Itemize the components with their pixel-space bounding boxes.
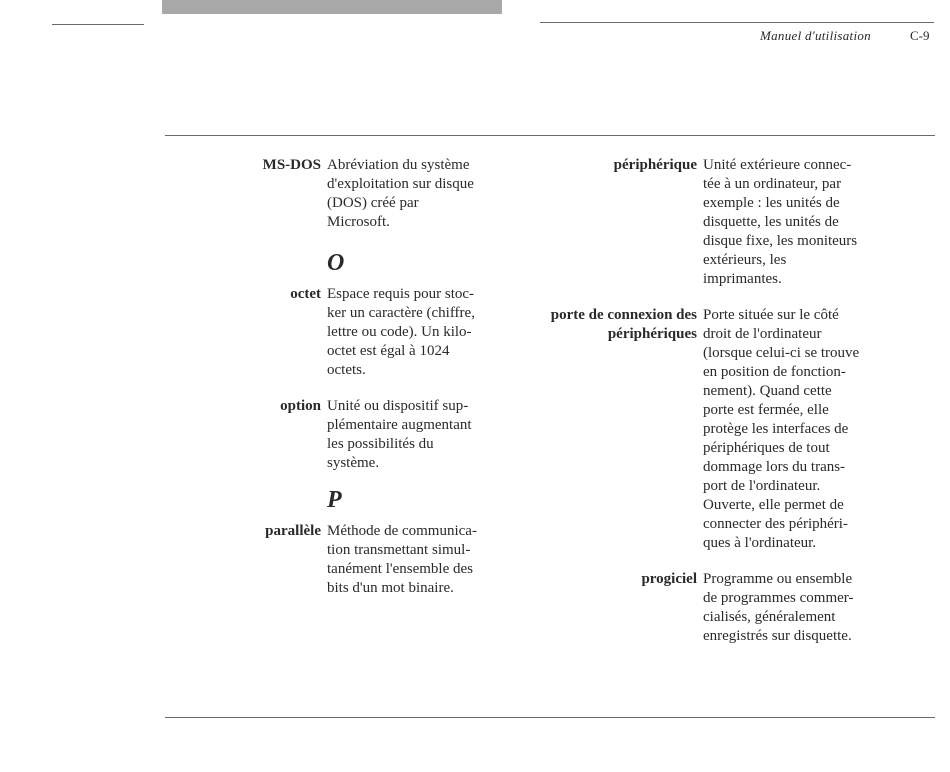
left-glossary-column: [262, 156, 527, 598]
section-letter-o: O: [327, 250, 345, 276]
section-letter-p: P: [327, 487, 342, 513]
term-option: option: [280, 398, 321, 414]
definition-octet: Espace requis pour stoc- ker un caractère (chiffre, lettre ou code). Un kilo- octet est égal à 1024 octets.: [327, 286, 475, 378]
entry-peripherique: [613, 156, 903, 289]
definition-porte-connexion: Porte située sur le côté droit de l'ordinateur (lorsque celui-ci se trouve en position de fonction- nement). Quand cette porte est fermée, elle protège les interfaces de périphériques de tout dommage lors du trans- port de l'ordinateur. Ouverte, elle permet de connecter des périphéri- ques à l'ordinateur.: [703, 307, 860, 551]
entry-msdos: [262, 156, 527, 232]
content-bottom-rule: [165, 717, 935, 718]
entry-octet: [290, 285, 527, 380]
definition-progiciel: Programme ou ensemble de programmes commer- cialisés, généralement enregistrés sur disquette.: [703, 571, 854, 644]
term-msdos: MS-DOS: [262, 157, 321, 173]
term-progiciel: progiciel: [641, 571, 697, 587]
header-page-number: C-9: [910, 28, 930, 43]
top-gray-bar: [162, 0, 502, 14]
term-porte-connexion: porte de connexion des périphériques: [550, 307, 697, 342]
definition-peripherique: Unité extérieure connec- tée à un ordinateur, par exemple : les unités de disquette, les unités de disque fixe, les moniteurs extérieurs, les imprimantes.: [703, 157, 858, 287]
header-rule: [540, 22, 934, 23]
definition-msdos: Abréviation du système d'exploitation sur disque (DOS) créé par Microsoft.: [327, 157, 474, 230]
right-glossary-column: [550, 156, 903, 646]
term-octet: octet: [290, 286, 321, 302]
entry-progiciel: [641, 570, 903, 646]
definition-option: Unité ou dispositif sup- plémentaire augmentant les possibilités du système.: [327, 398, 472, 471]
entry-option: [280, 397, 527, 473]
header-title: Manuel d'utilisation: [760, 28, 871, 43]
definition-parallele: Méthode de communica- tion transmettant simul- tanément l'ensemble des bits d'un mot binaire.: [327, 523, 477, 596]
entry-parallele: [265, 522, 527, 598]
content-top-rule: [165, 135, 935, 136]
term-parallele: parallèle: [265, 523, 321, 539]
top-left-rule: [52, 24, 144, 25]
entry-porte-connexion: [550, 306, 903, 553]
term-peripherique: périphérique: [613, 157, 697, 173]
